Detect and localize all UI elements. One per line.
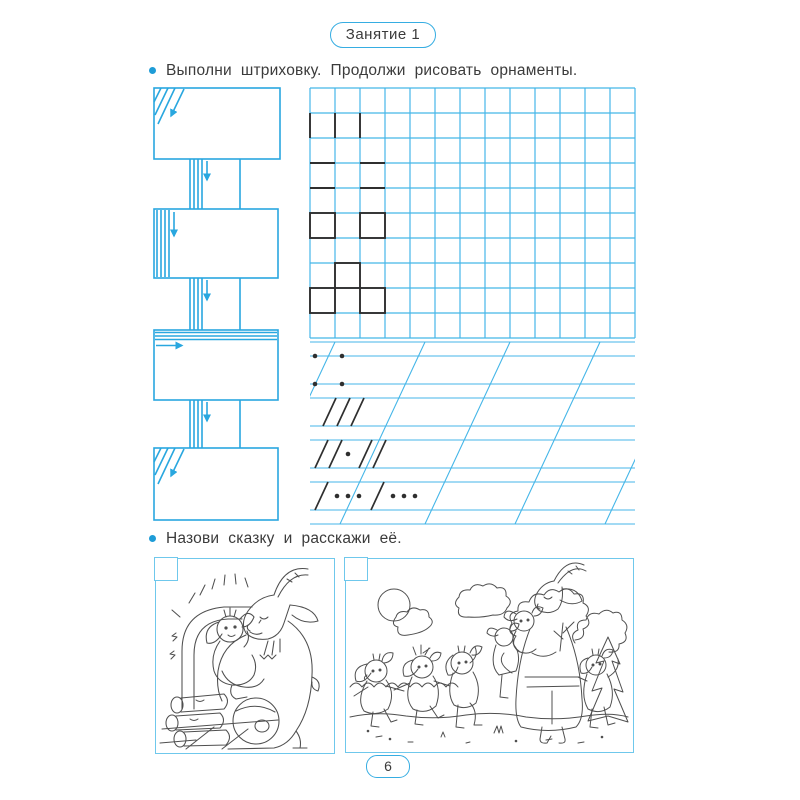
sky (378, 584, 510, 635)
horns (554, 563, 586, 583)
hatching-and-ornament-exercise (140, 80, 660, 530)
pyramid-ornament-top (335, 263, 360, 288)
kerchief (260, 639, 280, 659)
vertical-hatch-sample (157, 210, 174, 277)
dress (516, 627, 583, 731)
cloud (456, 584, 511, 617)
sun (378, 589, 410, 621)
ribbon-connector-1 (190, 159, 240, 209)
trunk (554, 622, 574, 651)
diagonal-hatch-sample-1 (154, 88, 184, 124)
apron (525, 677, 579, 724)
mouth (228, 635, 235, 637)
ribbon-connector-2 (190, 278, 240, 330)
goat-family-outdoors-illustration (346, 559, 630, 749)
slash-dot-ornament (315, 440, 386, 468)
dot-ornament (313, 354, 345, 387)
lesson-badge: Занятие 1 (330, 22, 436, 48)
hatch-rect-1 (154, 88, 280, 159)
story-picture-2 (345, 558, 634, 753)
yarn-ball (233, 698, 279, 744)
page-number-badge: 6 (366, 755, 410, 778)
arm (222, 671, 264, 687)
task-2-text: Назови сказку и расскажи её. (166, 530, 402, 547)
diagonal-guides (250, 342, 660, 524)
horizontal-hatch-sample (155, 333, 277, 346)
head (535, 581, 563, 613)
bullet-icon (149, 67, 156, 74)
hatching-figure (154, 88, 280, 520)
closed-eye (259, 617, 268, 623)
head (217, 616, 243, 642)
muzzle (247, 625, 262, 634)
arm (532, 652, 556, 656)
leg-and-tail (293, 677, 319, 748)
kid-dancer-2 (394, 645, 450, 725)
bullet-icon (149, 535, 156, 542)
limbs (394, 681, 450, 725)
ribbon-connector-3 (190, 400, 240, 448)
square-ornament (310, 213, 335, 238)
pyramid-ornament-base (310, 288, 335, 313)
ear (290, 605, 318, 622)
hair-tuft (413, 645, 430, 655)
hatch-rect-2 (154, 209, 278, 278)
pyramid-ornament-base (360, 288, 385, 313)
goat-mother-hugging-kid-illustration (156, 559, 331, 750)
slash-ornament (323, 398, 364, 426)
story-picture-1 (155, 558, 335, 754)
vertical-strokes-ornament (310, 113, 360, 138)
slant-ruled-lines (250, 342, 660, 524)
dash-ornament (310, 163, 385, 188)
ears (206, 613, 254, 643)
horns (274, 569, 308, 597)
diagonal-hatch-sample-2 (154, 448, 184, 484)
firewood-logs (166, 694, 230, 747)
task-2 (149, 529, 569, 548)
task-1 (149, 61, 669, 80)
kid-dancer-1 (354, 653, 404, 727)
ornament-grid (310, 88, 635, 338)
hair-tuft (224, 608, 236, 617)
hatch-rect-3 (154, 330, 278, 400)
square-ornament (360, 213, 385, 238)
legs (500, 653, 512, 698)
stove-arch (170, 574, 252, 709)
slant-ornament-marks (313, 354, 418, 510)
hatch-rect-4 (154, 448, 278, 520)
cloud (393, 608, 432, 635)
task-1-text: Выполни штриховку. Продолжи рисовать орнаменты. (166, 62, 578, 79)
